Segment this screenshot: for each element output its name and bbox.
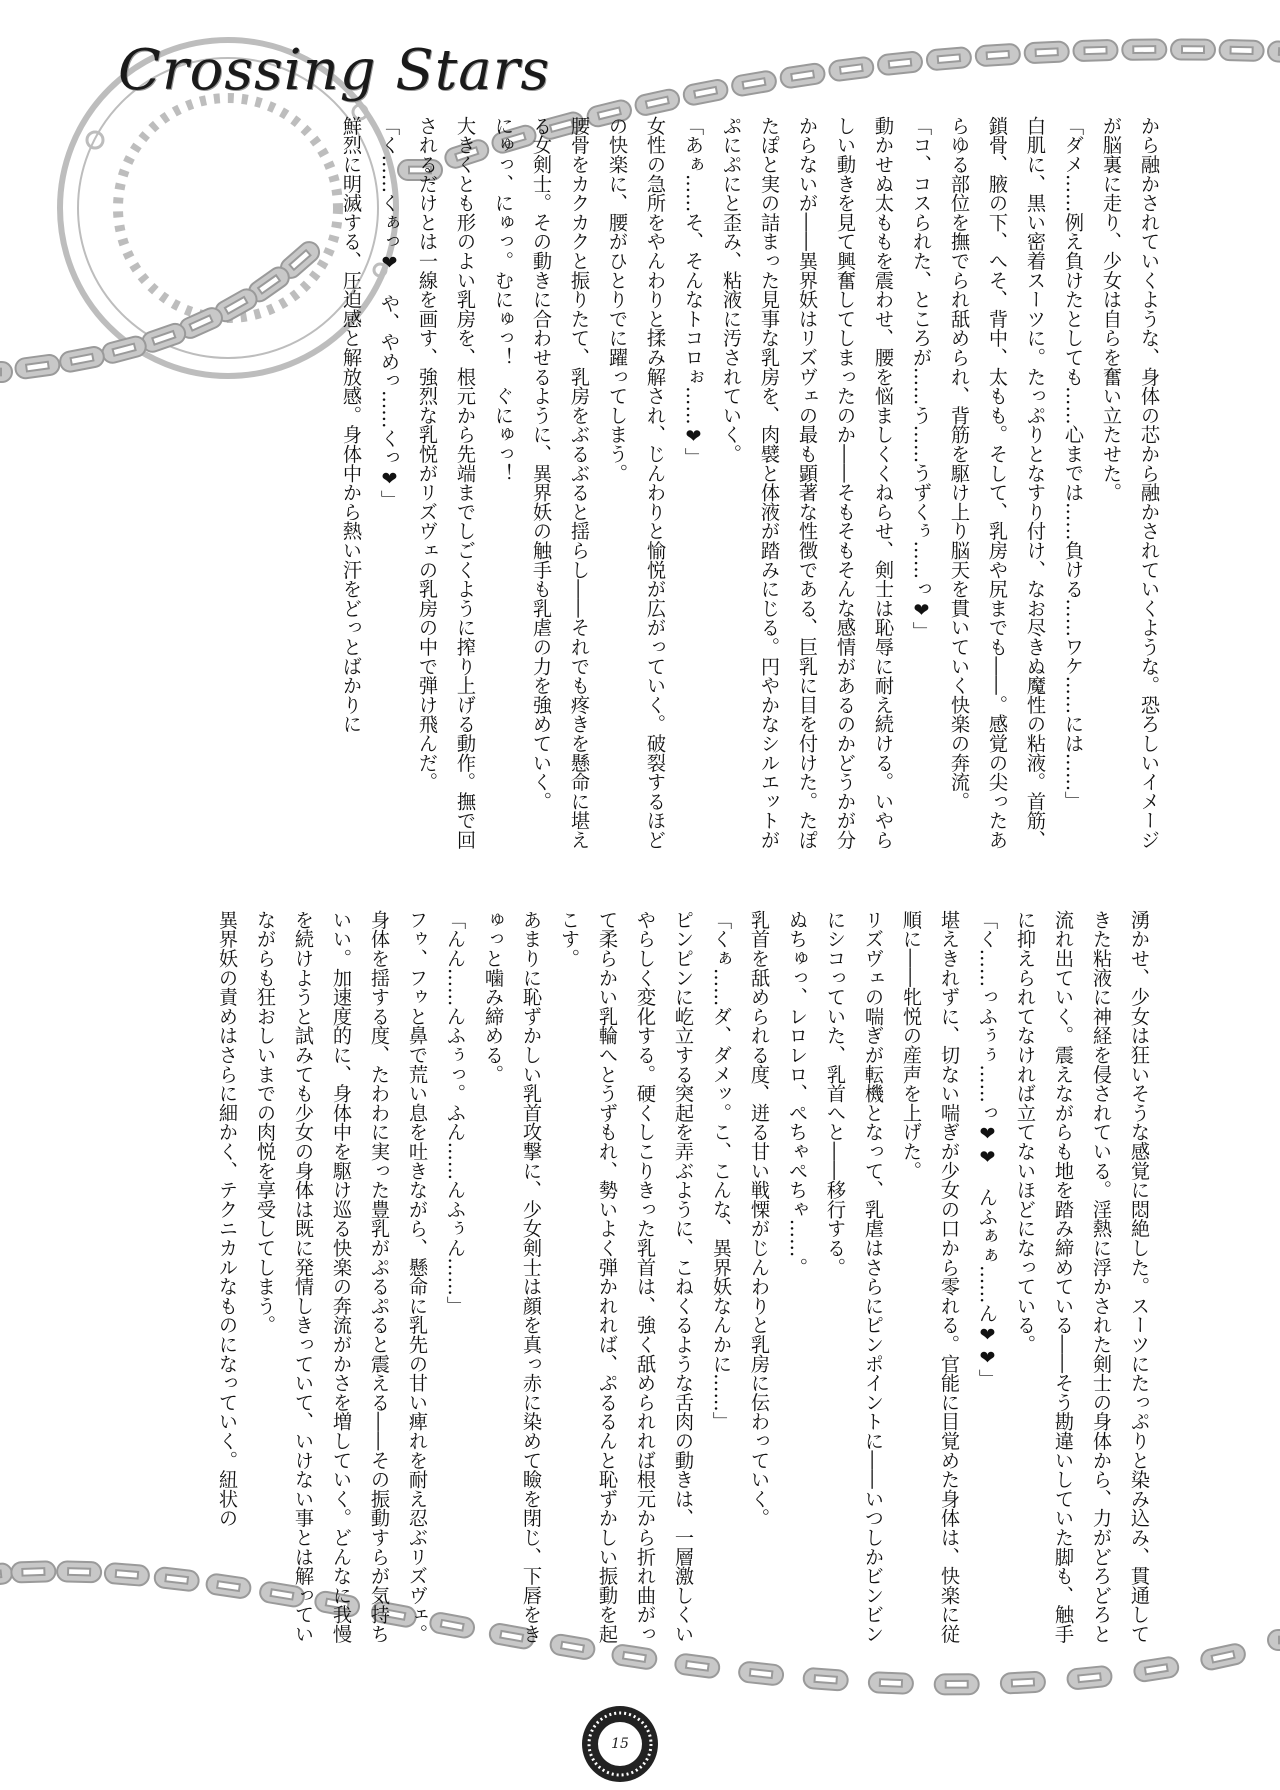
paragraph: ピンピンに屹立する突起を弄ぶように、こねくるような舌肉の動きは、一層激しくいやらしく変化する。硬くしこりきった乳首は、強く舐められれば根元から折れ曲がって柔らかい乳輪へとうずもれ、勢いよく弾かれれば、ぷるるんと恥ずかしい振動を起こす。 <box>558 910 695 1644</box>
paragraph: 「んん……んふぅっ。ふん……んふぅん……」 <box>444 910 467 1316</box>
paragraph: 女性の急所をやんわりと揉み解され、じんわりと愉悦が広がっていく。破裂するほどの快楽に、腰がひとりでに躍ってしまう。 <box>606 116 667 850</box>
paragraph: 「く……くぁっ❤ や、やめっ……くっ❤」 <box>378 116 401 510</box>
chain-link-hole <box>116 1570 138 1578</box>
chain-link-hole <box>750 1669 773 1678</box>
page-title: Crossing Stars <box>118 38 551 103</box>
chain-link-hole <box>1231 47 1253 54</box>
paragraph: 大きくとも形のよい乳房を、根元から先端までしごくように搾り上げる動作。撫で回されるだけとは一線を画す、強烈な乳悦がリズヴェの乳房の中で弾け飛んだ。 <box>416 116 477 850</box>
chain-link-hole <box>880 1679 902 1687</box>
chain-link-hole <box>814 1675 836 1683</box>
chain-link-hole <box>22 1568 44 1575</box>
paragraph: 異界妖の責めはさらに細かく、テクニカルなものになっていく。紐状の <box>216 910 239 1528</box>
paragraph: フゥ、フゥと鼻で荒い息を吐きながら、懸命に乳先の甘い痺れを耐え忍ぶリズヴェ。身体を揺する度、たわわに実った豊乳がぷるぷると震える――その振動すらが気持ちいい。加速度的に、身体中を駆け巡る快楽の奔流がかさを増していく。どんなに我慢を続けようと試みても少女の身体は既に発情しきっていて、いけない事とは解っていながらも狂おしいまでの肉悦を享受してしまう。 <box>254 910 429 1644</box>
chain-link-hole <box>889 59 912 68</box>
chain-link-hole <box>686 1661 709 1670</box>
chain-link-hole <box>946 1681 968 1688</box>
paragraph: 鮮烈に明滅する、圧迫感と解放感。身体中から熱い汗をどっとばかりに <box>340 116 363 734</box>
page-number: 15 <box>598 1722 642 1766</box>
chain-link-hole <box>938 54 960 63</box>
paragraph: あまりに恥ずかしい乳首攻撃に、少女剣士は顔を真っ赤に染めて瞼を閉じ、下唇をきゅっと噛み締める。 <box>482 910 543 1644</box>
chain-link-hole <box>1036 48 1058 56</box>
paragraph: 白肌に、黒い密着スーツに。たっぷりとなすり付け、なお尽きぬ魔性の粘液。首筋、鎖骨、腋の下、へそ、背中、太もも。そして、乳房や尻までも――。感覚の尖ったあらゆる部位を撫でられ舐められ、背筋を駆け上り脳天を貫いていく快楽の奔流。 <box>948 116 1047 850</box>
paragraph: リズヴェの喘ぎが転機となって、乳虐はさらにピンポイントに――いつしかビンビンにシコっていた、乳首へと――移行する。 <box>824 910 885 1644</box>
chain-link-hole <box>0 369 1 376</box>
paragraph: 「あぁ……そ、そんなトコロぉ……❤」 <box>682 116 705 468</box>
chain-link-hole <box>1084 47 1106 54</box>
paragraph: 堪えきれずに、切ない喘ぎが少女の口から零れる。官能に目覚めた身体は、快楽に従順に――牝悦の産声を上げた。 <box>900 910 961 1644</box>
paragraph: 「く……っふぅぅ……っ❤❤ んふぁぁ……ん❤❤」 <box>976 910 999 1389</box>
chain-link-hole <box>1012 1679 1034 1687</box>
chain-link-hole <box>1078 1673 1101 1682</box>
paragraph: 乳首を舐められる度、迸る甘い戦慄がじんわりと乳房に伝わっていく。 <box>748 910 771 1528</box>
paragraph: 動かせぬ太ももを震わせ、腰を悩ましくくねらせ、剣士は恥辱に耐え続ける。いやらしい動きを見て興奮してしまったのか――そもそもそんな感情があるのかどうかが分からないが――異界妖はリズヴェの最も顕著な性徴である、巨乳に目を付けた。たぽたぽと実の詰まった見事な乳房を、肉襞と体液が踏みにじる。円やかなシルエットがぷにぷにと歪み、粘液に汚されていく。 <box>720 116 895 850</box>
paragraph: ぬちゅっ、レロレロ、ぺちゃぺちゃ……。 <box>786 910 809 1277</box>
paragraph: から融かされていくような、身体の芯から融かされていくような。恐ろしいイメージが脳裏に走り、少女は自らを奮い立たせた。 <box>1100 116 1161 850</box>
paragraph: 「ダメ……例え負けたとしても……心までは……負ける……ワケ……には……」 <box>1062 116 1085 811</box>
chain-link-hole <box>1133 46 1155 53</box>
paragraph: 腰骨をカクカクと振りたて、乳房をぶるぶると揺らし――それでも疼きを懸命に堪える女剣士。その動きに合わせるように、異界妖の触手も乳虐の力を強めていく。 <box>530 116 591 850</box>
paragraph: にゅっ、にゅっ。むにゅっ！ ぐにゅっ！ <box>492 116 515 483</box>
paragraph: 「コ、コスられた、ところが……う……うずくぅ……っ❤」 <box>910 116 933 641</box>
bottom-text-column <box>138 910 1158 1660</box>
paragraph: 「くぁ……ダ、ダメッ。こ、こんな、異界妖なんかに……」 <box>710 910 733 1432</box>
chain-link-hole <box>68 1568 90 1575</box>
chain-link-hole <box>1182 46 1204 53</box>
top-text-column <box>138 116 1168 866</box>
chain-link-hole <box>987 51 1009 59</box>
chain-link-hole <box>840 64 863 73</box>
paragraph: 湧かせ、少女は狂いそうな感覚に悶絶した。スーツにたっぷりと染み込み、貫通してきた粘液に神経を侵されている。淫熱に浮かされた剣士の身体から、力がどろどろと流れ出ていく。震えながらも地を踏み締めている――そう勘違いしていた脚も、触手に抑えられてなければ立てないほどになっている。 <box>1014 910 1151 1644</box>
